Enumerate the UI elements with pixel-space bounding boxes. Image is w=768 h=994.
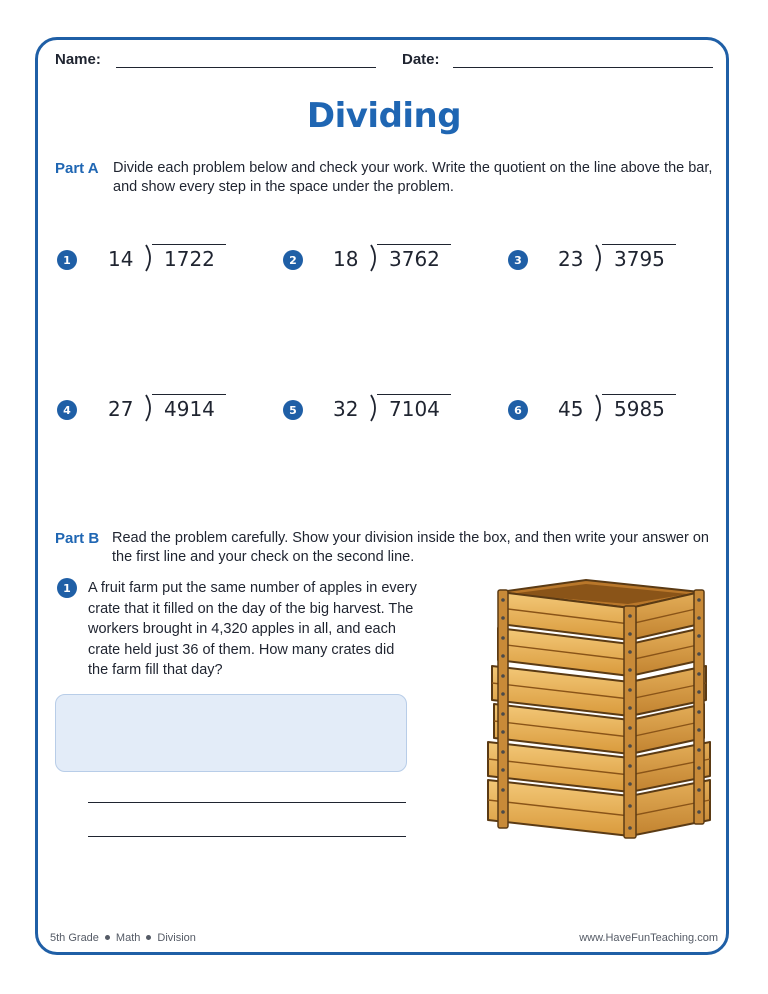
quotient-bar [152, 244, 226, 245]
quotient-bar [377, 394, 451, 395]
division-bracket-icon [594, 244, 604, 272]
stacked-crates-illustration [482, 578, 714, 848]
problem-number-badge: 5 [283, 400, 303, 420]
bullet-icon [146, 935, 151, 940]
division-bracket-icon [144, 244, 154, 272]
divisor: 27 [108, 397, 134, 421]
name-field-line[interactable] [116, 67, 376, 68]
quotient-bar [602, 244, 676, 245]
problem-number-badge: 2 [283, 250, 303, 270]
problem-number-badge: 6 [508, 400, 528, 420]
divisor: 32 [333, 397, 359, 421]
quotient-bar [152, 394, 226, 395]
division-bracket-icon [369, 394, 379, 422]
divisor: 23 [558, 247, 584, 271]
date-label: Date: [402, 51, 440, 68]
part-a-label: Part A [55, 160, 99, 177]
problem-number-badge: 1 [57, 578, 77, 598]
dividend: 4914 [164, 397, 215, 421]
dividend: 1722 [164, 247, 215, 271]
divisor: 45 [558, 397, 584, 421]
divisor: 18 [333, 247, 359, 271]
dividend: 3762 [389, 247, 440, 271]
footer-website-link[interactable]: www.HaveFunTeaching.com [579, 932, 718, 944]
footer-topic: Division [157, 932, 196, 944]
part-b-instructions: Read the problem carefully. Show your division inside the box, and then write your answer on the first line and your check on the second line. [112, 530, 709, 565]
footer-breadcrumb [50, 932, 196, 944]
check-line[interactable] [88, 836, 406, 837]
dividend: 3795 [614, 247, 665, 271]
page-title: Dividing [306, 96, 462, 136]
date-field-line[interactable] [453, 67, 713, 68]
division-bracket-icon [594, 394, 604, 422]
quotient-bar [377, 244, 451, 245]
name-label: Name: [55, 51, 101, 68]
problem-number-badge: 1 [57, 250, 77, 270]
word-problem-text: A fruit farm put the same number of apples in every crate that it filled on the day of the big harvest. The workers brought in 4,320 apples in all, and each crate held just 36 of them. How many crates did the farm fill that day? [88, 580, 417, 678]
divisor: 14 [108, 247, 134, 271]
work-box[interactable] [55, 694, 407, 772]
division-bracket-icon [369, 244, 379, 272]
footer-subject: Math [115, 932, 141, 944]
dividend: 5985 [614, 397, 665, 421]
answer-line[interactable] [88, 802, 406, 803]
footer-grade: 5th Grade [50, 932, 99, 944]
part-a-instructions: Divide each problem below and check your work. Write the quotient on the line above the bar, and show every step in the space under the problem. [113, 160, 713, 195]
quotient-bar [602, 394, 676, 395]
problem-number-badge: 4 [57, 400, 77, 420]
problem-number-badge: 3 [508, 250, 528, 270]
part-b-label: Part B [55, 530, 100, 547]
division-bracket-icon [144, 394, 154, 422]
bullet-icon [105, 935, 110, 940]
dividend: 7104 [389, 397, 440, 421]
